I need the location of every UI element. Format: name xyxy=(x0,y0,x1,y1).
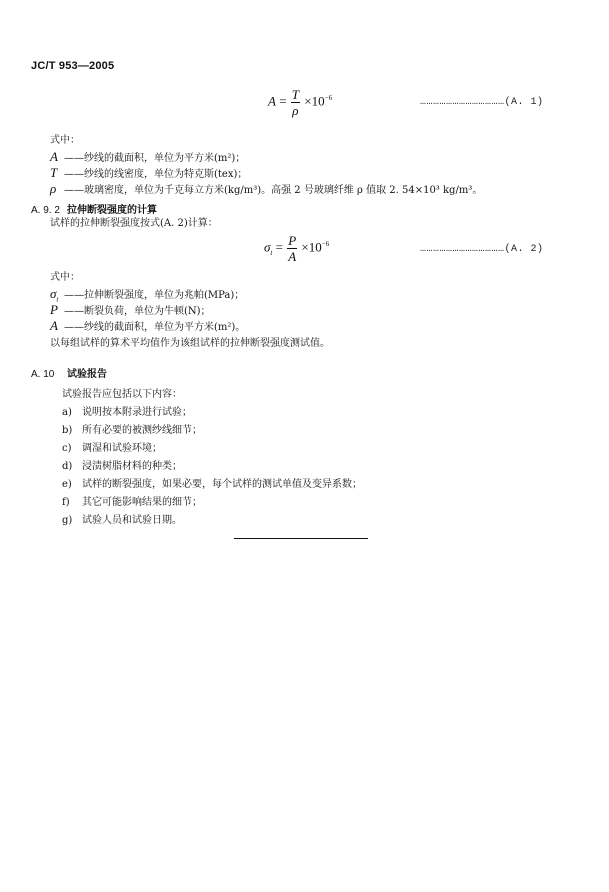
formula-a2-numerator: P xyxy=(288,233,297,248)
section-a92-heading xyxy=(31,201,157,216)
equation-number-a1: …………………………………(A. 1) xyxy=(420,97,544,108)
section-title: 试验报告 xyxy=(67,369,107,380)
standard-code-header: JC/T 953—2005 xyxy=(31,60,115,72)
section-a10-intro: 试验报告应包括以下内容： xyxy=(62,389,182,400)
definition-text: ——玻璃密度，单位为千克每立方米(kg/m³)。高强 2 号玻璃纤维 ρ 值取 2. 54×10³ kg/m³。 xyxy=(64,185,483,196)
list-item: a) 说明按本附录进行试验； xyxy=(62,407,192,418)
definition-text: ——纱线的截面积，单位为平方米(m²)。 xyxy=(64,322,246,333)
formula-a1-lhs: A xyxy=(268,93,276,109)
where-label-2: 式中： xyxy=(50,272,80,283)
list-item: g) 试验人员和试验日期。 xyxy=(62,515,182,526)
formula-a2-times: ×10 xyxy=(301,239,322,255)
definition-text: ——纱线的线密度，单位为特克斯(tex)； xyxy=(64,169,248,180)
list-item: d) 浸渍树脂材料的种类； xyxy=(62,461,182,472)
definition-text: ——断裂负荷，单位为牛顿(N)； xyxy=(64,306,211,317)
formula-a1-denominator: ρ xyxy=(292,103,299,118)
definition-symbol: ρ xyxy=(50,181,57,196)
definition-symbol: T xyxy=(50,165,58,180)
definition-symbol: $\sigma_t$ xyxy=(50,286,59,304)
where-label-1: 式中： xyxy=(50,135,80,146)
list-item: c) 调湿和试验环境； xyxy=(62,443,162,454)
formula-a1 xyxy=(268,88,332,117)
closing-statement: 以每组试样的算术平均值作为该组试样的拉伸断裂强度测试值。 xyxy=(50,338,330,349)
formula-a1-numerator: T xyxy=(291,87,300,102)
formula-a2-exponent: −6 xyxy=(321,240,330,249)
formula-a2-lhs: σ xyxy=(264,239,271,255)
formula-a2 xyxy=(264,234,329,263)
equation-number-a2: …………………………………(A. 2) xyxy=(420,244,544,255)
formula-a2-eq: = xyxy=(275,239,283,255)
definition-line xyxy=(50,182,482,198)
list-item: b) 所有必要的被测纱线细节； xyxy=(62,425,202,436)
formula-a1-fraction xyxy=(291,88,300,117)
formula-a2-lhs-subscript: t xyxy=(270,249,273,258)
section-a92-intro: 试样的拉伸断裂强度按式(A. 2)计算： xyxy=(50,218,218,229)
definition-line xyxy=(50,319,245,335)
section-number: A. 9. 2 xyxy=(31,205,60,216)
definition-line xyxy=(50,150,245,166)
definition-symbol: A xyxy=(50,318,58,333)
list-item: e) 试样的断裂强度，如果必要，每个试样的测试单值及变异系数； xyxy=(62,479,362,490)
definition-symbol: P xyxy=(50,302,58,317)
definition-line xyxy=(50,287,244,303)
definition-text: ——拉伸断裂强度，单位为兆帕(MPa)； xyxy=(64,290,245,301)
definition-symbol: A xyxy=(50,149,58,164)
section-number: A. 10 xyxy=(31,369,55,380)
formula-a2-fraction xyxy=(287,234,297,263)
formula-a2-denominator: A xyxy=(288,249,297,264)
section-a10-heading xyxy=(31,365,107,380)
end-rule xyxy=(234,538,368,539)
definition-line xyxy=(50,303,211,319)
list-item: f) 其它可能影响结果的细节； xyxy=(62,497,202,508)
section-title: 拉伸断裂强度的计算 xyxy=(67,205,157,216)
definition-text: ——纱线的截面积，单位为平方米(m²)； xyxy=(64,153,246,164)
formula-a1-times: ×10 xyxy=(304,93,325,109)
formula-a1-exponent: −6 xyxy=(324,94,333,103)
definition-line xyxy=(50,166,247,182)
formula-a1-eq: = xyxy=(279,93,287,109)
